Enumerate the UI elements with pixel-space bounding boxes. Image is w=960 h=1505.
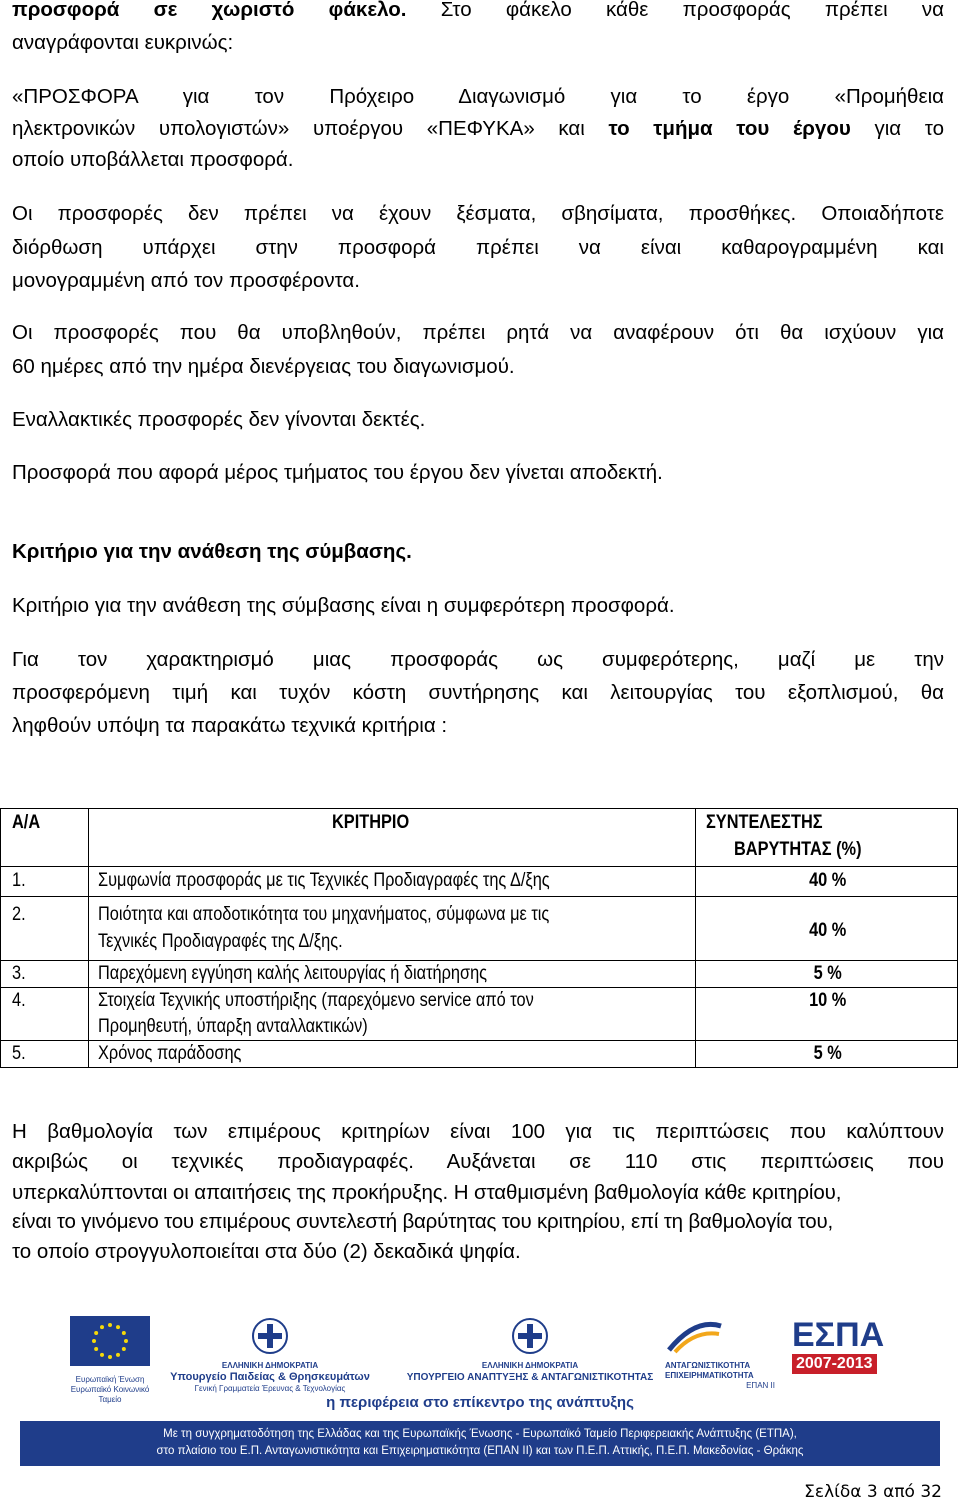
eu-star-icon xyxy=(92,1339,96,1343)
text-line xyxy=(12,114,944,144)
row-no: 4. xyxy=(12,990,26,1011)
table-rule xyxy=(88,808,89,1068)
eu-star-icon xyxy=(108,1323,112,1327)
text: ηλεκτρονικών υπολογιστών» υποέργου «ΠΕΦΥΚΑ» και xyxy=(12,117,609,140)
row-no: 3. xyxy=(12,963,26,984)
text-line: Για τον χαρακτηρισμό μιας προσφοράς ως συμφερότερης, μαζί με την xyxy=(12,648,944,671)
text-line: Προσφορά που αφορά μέρος τμήματος του έργου δεν γίνεται αποδεκτή. xyxy=(12,461,663,484)
text-line: Η βαθμολογία των επιμέρους κριτηρίων είναι 100 για τις περιπτώσεις που καλύπτουν xyxy=(12,1120,944,1143)
bold-text: προσφορά σε χωριστό φάκελο. xyxy=(12,0,407,21)
greek-emblem-icon xyxy=(250,1316,290,1356)
eu-label: Ευρωπαϊκό Κοινωνικό Ταμείο xyxy=(70,1385,150,1404)
table-rule xyxy=(0,808,958,809)
eu-star-icon xyxy=(116,1325,120,1329)
text: Στο φάκελο κάθε προσφοράς πρέπει να xyxy=(440,0,944,21)
row-criterion: Στοιχεία Τεχνικής υποστήριξης (παρεχόμενο service από τον xyxy=(98,990,534,1011)
table-rule xyxy=(957,808,958,1068)
header-criterion: ΚΡΙΤΗΡΙΟ xyxy=(332,812,410,833)
row-no: 1. xyxy=(12,870,26,891)
row-criterion: Ποιότητα και αποδοτικότητα του μηχανήματος, σύμφωνα με τις xyxy=(98,904,550,925)
epan-label: ΕΠΙΧΕΙΡΗΜΑΤΙΚΟΤΗΤΑ xyxy=(665,1371,754,1380)
row-weight: 5 % xyxy=(813,963,842,984)
cofunding-band xyxy=(20,1421,940,1466)
eu-star-icon xyxy=(116,1353,120,1357)
row-criterion: Παρεχόμενη εγγύηση καλής λειτουργίας ή διατήρησης xyxy=(98,963,488,984)
text-line: ληφθούν υπόψη τα παρακάτω τεχνικά κριτήρια : xyxy=(12,714,448,737)
eu-star-icon xyxy=(94,1331,98,1335)
ministry-label: ΥΠΟΥΡΓΕΙΟ ΑΝΑΠΤΥΞΗΣ & ΑΝΤΑΓΩΝΙΣΤΙΚΟΤΗΤΑΣ xyxy=(406,1372,654,1383)
bold-text: το τμήμα του έργου xyxy=(608,117,851,140)
table-rule xyxy=(0,808,1,1068)
row-criterion: Χρόνος παράδοσης xyxy=(98,1043,242,1064)
eu-star-icon xyxy=(122,1331,126,1335)
text-line: οποίο υποβάλλεται προσφορά. xyxy=(12,148,294,171)
text-line: Οι προσφορές που θα υποβληθούν, πρέπει ρητά να αναφέρουν ότι θα ισχύουν για xyxy=(12,321,944,344)
text-line: Οι προσφορές δεν πρέπει να έχουν ξέσματα, σβησίματα, προσθήκες. Οποιαδήποτε xyxy=(12,202,944,225)
section-heading: Κριτήριο για την ανάθεση της σύμβασης. xyxy=(12,540,412,563)
cofunding-text: στο πλαίσιο του Ε.Π. Ανταγωνιστικότητα και Επιχειρηματικότητα (ΕΠΑΝ ΙΙ) και των Π.Ε.Π. Αττικής, Π.Ε.Π. Μακεδονίας - Θράκης xyxy=(156,1445,804,1457)
text-line: είναι το γινόμενο του επιμέρους συντελεστή βαρύτητας του κριτηρίου, επί τη βαθμολογία του, xyxy=(12,1210,833,1233)
footer-slogan: η περιφέρεια στο επίκεντρο της ανάπτυξης xyxy=(326,1394,634,1411)
text-line: προσφερόμενη τιμή και τυχόν κόστη συντήρησης και λειτουργίας του εξοπλισμού, θα xyxy=(12,681,944,704)
text-line: ακριβώς οι τεχνικές προδιαγραφές. Αυξάνεται σε 110 στις περιπτώσεις που xyxy=(12,1150,944,1173)
eu-star-icon xyxy=(108,1355,112,1359)
text-line: «ΠΡΟΣΦΟΡΑ για τον Πρόχειρο Διαγωνισμό για το έργο «Προμήθεια xyxy=(12,85,944,108)
greek-emblem-icon xyxy=(510,1316,550,1356)
cofunding-text: Με τη συγχρηματοδότηση της Ελλάδας και της Ευρωπαϊκής Ένωσης - Ευρωπαϊκό Ταμείο Περιφερειακής Ανάπτυξης (ΕΤΠΑ), xyxy=(163,1428,797,1440)
footer-logos xyxy=(20,1308,940,1468)
text-line: Εναλλακτικές προσφορές δεν γίνονται δεκτές. xyxy=(12,408,426,431)
ministry-label: Γενική Γραμματεία Έρευνας & Τεχνολογίας xyxy=(194,1384,346,1393)
row-criterion: Προμηθευτή, ύπαρξη ανταλλακτικών) xyxy=(98,1016,368,1037)
row-no: 5. xyxy=(12,1043,26,1064)
text-line: διόρθωση υπάρχει στην προσφορά πρέπει να είναι καθαρογραμμένη και xyxy=(12,236,944,259)
text-line: το οποίο στρογγυλοποιείται στα δύο (2) δεκαδικά ψηφία. xyxy=(12,1240,521,1263)
table-rule xyxy=(0,896,958,897)
ministry-label: Υπουργείο Παιδείας & Θρησκευμάτων xyxy=(170,1371,370,1383)
criteria-table xyxy=(0,808,958,1068)
text-line: υπερκαλύπτονται οι απαιτήσεις της προκήρυξης. Η σταθμισμένη βαθμολογία κάθε κριτηρίου, xyxy=(12,1181,842,1204)
espa-years: 2007-2013 xyxy=(792,1354,877,1374)
text-line: 60 ημέρες από την ημέρα διενέργειας του διαγωνισμού. xyxy=(12,355,515,378)
row-weight: 10 % xyxy=(808,990,846,1011)
text-line: μονογραμμένη από τον προσφέροντα. xyxy=(12,269,360,292)
header-no: Α/Α xyxy=(12,812,41,833)
text-line: αναγράφονται ευκρινώς: xyxy=(12,31,234,54)
ministry-label: ΕΛΛΗΝΙΚΗ ΔΗΜΟΚΡΑΤΙΑ xyxy=(221,1361,319,1370)
ministry-label: ΕΛΛΗΝΙΚΗ ΔΗΜΟΚΡΑΤΙΑ xyxy=(481,1361,579,1370)
row-criterion: Συμφωνία προσφοράς με τις Τεχνικές Προδιαγραφές της Δ/ξης xyxy=(98,870,550,891)
table-rule xyxy=(695,808,696,1068)
epan-swoosh-icon xyxy=(665,1316,725,1356)
eu-star-icon xyxy=(122,1347,126,1351)
row-no: 2. xyxy=(12,904,26,925)
eu-star-icon xyxy=(94,1347,98,1351)
text: για το xyxy=(850,117,944,140)
eu-star-icon xyxy=(100,1353,104,1357)
table-rule xyxy=(0,1067,958,1068)
eu-star-icon xyxy=(100,1325,104,1329)
eu-flag-icon xyxy=(70,1316,150,1366)
text-line xyxy=(12,0,944,25)
table-rule xyxy=(0,866,958,867)
header-weight: ΒΑΡΥΤΗΤΑΣ (%) xyxy=(734,839,862,860)
row-weight: 40 % xyxy=(808,870,846,891)
header-weight: ΣΥΝΤΕΛΕΣΤΗΣ xyxy=(706,812,823,833)
epan-label: ΑΝΤΑΓΩΝΙΣΤΙΚΟΤΗΤΑ xyxy=(665,1361,751,1370)
text-line: Κριτήριο για την ανάθεση της σύμβασης είναι η συμφερότερη προσφορά. xyxy=(12,594,675,617)
espa-title: ΕΣΠΑ xyxy=(792,1316,885,1354)
eu-label: Ευρωπαϊκή Ένωση xyxy=(75,1375,145,1384)
page-number: Σελίδα 3 από 32 xyxy=(804,1482,942,1502)
row-weight: 40 % xyxy=(808,920,846,941)
eu-star-icon xyxy=(124,1339,128,1343)
row-criterion: Τεχνικές Προδιαγραφές της Δ/ξης. xyxy=(98,931,343,952)
epan-label: ΕΠΑΝ II xyxy=(746,1381,775,1390)
row-weight: 5 % xyxy=(813,1043,842,1064)
